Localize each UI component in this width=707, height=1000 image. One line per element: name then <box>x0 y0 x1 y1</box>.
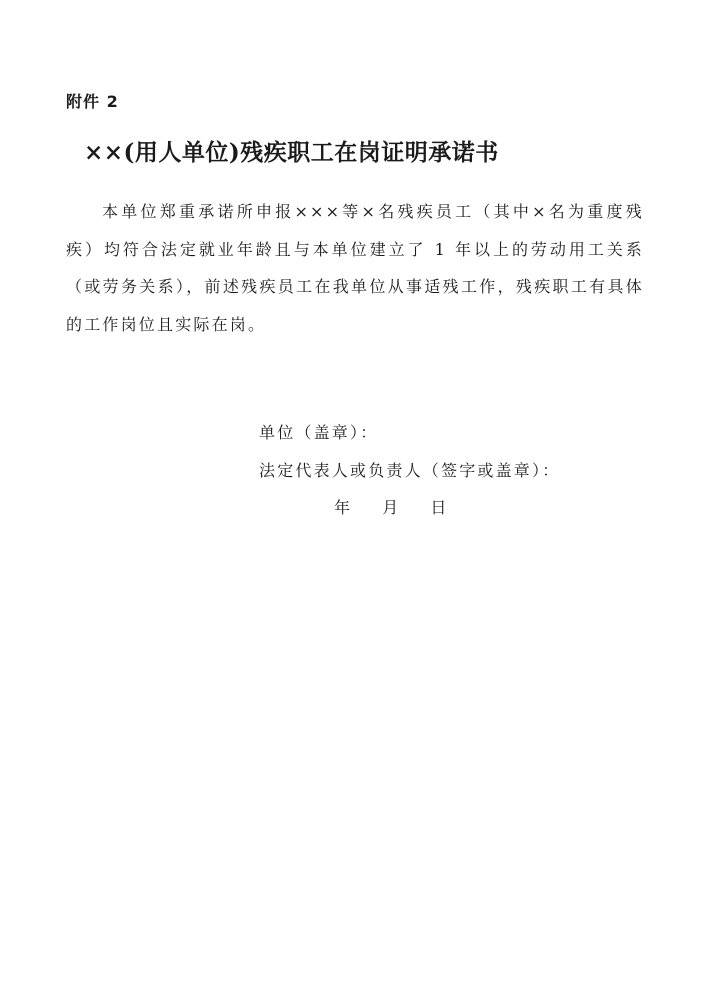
representative-signature-line: 法定代表人或负责人（签字或盖章）： <box>259 461 561 480</box>
month-label: 月 <box>382 498 401 517</box>
date-line <box>334 495 449 518</box>
day-label: 日 <box>430 498 449 517</box>
unit-seal-line: 单位（盖章）： <box>259 423 379 442</box>
commitment-paragraph: 本单位郑重承诺所申报×××等×名残疾员工（其中×名为重度残疾）均符合法定就业年龄且与本单位建立了 1 年以上的劳动用工关系（或劳务关系），前述残疾员工在我单位从事适残工作，残疾职工有具体的工作岗位且实际在岗。 <box>66 202 644 334</box>
attachment-label: 附件 2 <box>66 92 119 111</box>
document-title: ××(用人单位)残疾职工在岗证明承诺书 <box>84 139 499 166</box>
year-label: 年 <box>334 498 353 517</box>
